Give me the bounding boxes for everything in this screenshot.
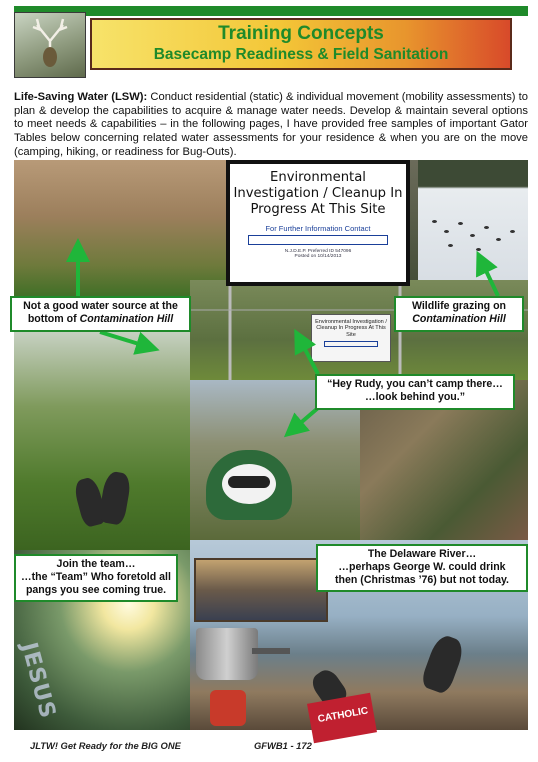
goose-mark — [476, 248, 481, 251]
callout-team-line2: …the “Team” Who foretold all — [21, 571, 171, 583]
callout-water-em: Contamination Hill — [79, 313, 174, 325]
small-sign-bar — [324, 341, 378, 347]
callout-rudy-line1: “Hey Rudy, you can’t camp there… — [327, 378, 503, 390]
page-title: Training Concepts — [218, 23, 384, 44]
reeds-photo — [14, 160, 230, 300]
intro-paragraph — [14, 91, 528, 159]
callout-river-line1: The Delaware River… — [367, 548, 477, 560]
camp-stove — [210, 690, 246, 726]
goose-mark — [470, 234, 475, 237]
env-sign-posted: Posted on 10/14/2013 — [294, 254, 342, 259]
goose-mark — [444, 230, 449, 233]
goose-mark — [458, 222, 463, 225]
callout-team — [14, 554, 178, 602]
footer-page-number: GFWB1 - 172 — [254, 740, 312, 751]
callout-team-line3: pangs you see coming true. — [25, 584, 167, 596]
small-sign-title: Environmental Investigation / Cleanup In Progress At This Site — [315, 319, 387, 338]
callout-water-line1: Not a good water source at the — [23, 300, 178, 312]
callout-wildlife-em: Contamination Hill — [412, 313, 506, 325]
camp-pot — [196, 628, 258, 680]
goose-mark — [432, 220, 437, 223]
page-subtitle: Basecamp Readiness & Field Sanitation — [153, 46, 449, 63]
washington-crossing-painting — [194, 558, 328, 622]
callout-rudy-line2: …look behind you.” — [364, 391, 466, 403]
header-bar — [14, 6, 528, 16]
callout-rudy — [315, 374, 515, 410]
raccoon-mask — [228, 476, 270, 488]
intro-lead: Life-Saving Water (LSW): — [14, 91, 148, 104]
callout-river-line2: …perhaps George W. could drink — [338, 561, 506, 573]
raccoon-plush — [206, 450, 292, 520]
book-label: CATHOLIC — [316, 705, 370, 726]
small-sign — [311, 314, 391, 362]
footer-slogan: JLTW! Get Ready for the BIG ONE — [30, 740, 181, 751]
callout-wildlife — [394, 296, 524, 332]
title-box — [90, 18, 512, 70]
callout-water-line2: bottom of — [27, 313, 80, 325]
goose-mark — [448, 244, 453, 247]
callout-wildlife-line1: Wildlife grazing on — [411, 300, 507, 312]
jesus-text: JESUS — [15, 640, 61, 722]
raccoon-face — [222, 464, 276, 504]
callout-delaware-river — [316, 544, 528, 592]
callout-river-line3: then (Christmas ’76) but not today. — [334, 574, 510, 586]
goose-mark — [484, 226, 489, 229]
goose-mark — [496, 238, 501, 241]
env-sign-title: Environmental Investigation / Cleanup In Progress At This Site — [233, 170, 403, 217]
pot-handle — [252, 648, 290, 654]
env-sign-contact: For Further Information Contact — [265, 224, 371, 233]
env-sign-meta: N.J.D.E.P. Preferred ID 547096 — [284, 249, 352, 254]
goose-mark — [510, 230, 515, 233]
callout-team-line1: Join the team… — [56, 558, 136, 570]
deer-antlers-icon — [15, 13, 85, 77]
callout-water-source — [10, 296, 191, 332]
intro-body: Conduct residential (static) & individual movement (mobility assessments) to plan & develop the capabilities to acquire & manage water needs. Develop & maintain several options to meet needs & capabilities – in the following pages, I have provided free samples of important Gator Tables below concerning related water assessments for your residence & when you are on the move (camping, hiking, or readiness for Bug-Outs). — [14, 91, 528, 158]
snow-geese-photo — [418, 160, 528, 280]
environmental-sign — [226, 160, 410, 286]
deer-photo — [14, 12, 86, 78]
env-sign-bar — [248, 235, 388, 245]
